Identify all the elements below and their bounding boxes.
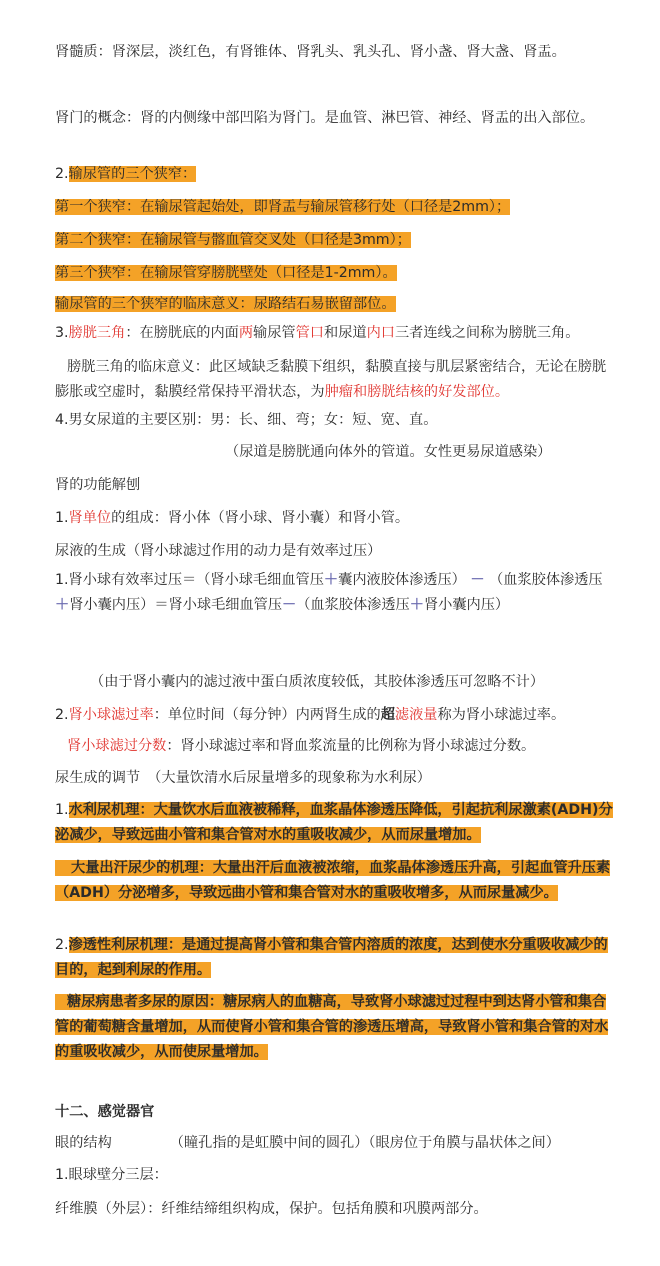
heading-text: 输尿管的三个狭窄： — [68, 166, 197, 182]
item-number: 3. — [55, 325, 69, 341]
minus-icon: － — [282, 597, 297, 613]
highlight-text: 第二个狭窄：在输尿管与髂血管交叉处（口径是3mm）； — [55, 232, 411, 248]
text-filtration-fraction — [67, 734, 627, 759]
text-osmotic-diuresis — [55, 933, 615, 983]
formula-part: 1.肾小球有效率过压＝（肾小球毛细血管压 — [55, 572, 324, 588]
highlight-text: 糖尿病患者多尿的原因：糖尿病人的血糖高，导致肾小球滤过过程中到达肾小管和集合管的葡萄糖含量增加，从而使肾小管和集合管的渗透压增高，导致肾小管和集合管的对水的重吸收减少，从而使尿量增加。 — [55, 994, 609, 1060]
formula-part: （血浆胶体渗透压 — [489, 572, 603, 588]
minus-icon: － — [470, 572, 485, 588]
text-renal-medulla: 肾髓质：肾深层，淡红色，有肾锥体、肾乳头、乳头孔、肾小盏、肾大盏、肾盂。 — [55, 44, 566, 60]
term-bladder-trigone: 膀胱三角 — [68, 325, 126, 341]
term-nephron: 肾单位 — [68, 510, 112, 526]
text-narrowing-significance — [55, 292, 615, 317]
text-third-narrowing — [55, 261, 615, 286]
plus-icon: ＋ — [409, 597, 424, 613]
text-urethra-note: （尿道是膀胱通向体外的管道。女性更易尿道感染） — [225, 444, 552, 460]
text-segment: 和尿道 — [324, 325, 367, 341]
text-renal-hilum: 肾门的概念：肾的内侧缘中部凹陷为肾门。是血管、淋巴管、神经、肾盂的出入部位。 — [55, 110, 595, 126]
plus-icon: ＋ — [55, 597, 70, 613]
highlight-text: 水利尿机理：大量饮水后血液被稀释，血浆晶体渗透压降低，引起抗利尿激素(ADH)分泌减少，导致远曲小管和集合管对水的重吸收减少，从而尿量增加。 — [55, 802, 613, 843]
item-number: 1. — [55, 510, 69, 526]
highlight-text: 第三个狭窄：在输尿管穿膀胱壁处（口径是1-2mm）。 — [55, 265, 397, 281]
term-orifice: 管口 — [295, 325, 324, 341]
text-urine-regulation: 尿生成的调节 （大量饮清水后尿量增多的现象称为水利尿） — [55, 770, 431, 786]
text-segment: 三者连线之间称为膀胱三角。 — [394, 325, 580, 341]
text-gfr — [55, 703, 615, 728]
text-urine-formation: 尿液的生成（肾小球滤过作用的动力是有效率过压） — [55, 543, 382, 559]
item-number: 2. — [55, 937, 69, 953]
text-sweating-oliguria — [55, 856, 615, 906]
formula-part: （血浆胶体渗透压 — [296, 597, 410, 613]
text-bladder-trigone — [55, 321, 615, 346]
term-gfr: 肾小球滤过率 — [68, 707, 154, 723]
text-nephron — [55, 506, 615, 531]
plus-icon: ＋ — [323, 572, 339, 588]
text-filtration-pressure-formula — [55, 568, 615, 618]
heading-ureter-narrowings — [55, 162, 615, 187]
term-filtration-fraction: 肾小球滤过分数 — [67, 738, 167, 754]
highlight-text: 第一个狭窄：在输尿管起始处，即肾盂与输尿管移行处（口径是2mm）； — [55, 199, 511, 215]
term-ultra: 超 — [380, 707, 395, 723]
text-diabetes-polyuria — [55, 990, 615, 1065]
text-segment: ：肾小球滤过率和肾血浆流量的比例称为肾小球滤过分数。 — [166, 738, 536, 754]
text-segment: （瞳孔指的是虹膜中间的圆孔） — [169, 1135, 369, 1151]
item-number: 1. — [55, 802, 69, 818]
term-two: 两 — [238, 325, 254, 341]
text-segment: （眼房位于角膜与晶状体之间） — [368, 1135, 560, 1151]
formula-part: 肾小囊内压）＝肾小球毛细血管压 — [69, 597, 283, 613]
highlight-text: 大量出汗尿少的机理：大量出汗后血液被浓缩，血浆晶体渗透压升高，引起血管升压素（ADH）分泌增多，导致远曲小管和集合管对水的重吸收增多，从而尿量减少。 — [55, 860, 611, 901]
text-urethra-differences: 4.男女尿道的主要区别：男：长、细、弯；女：短、宽、直。 — [55, 412, 438, 428]
highlight-text: 输尿管的三个狭窄的临床意义：尿路结石易嵌留部位。 — [55, 296, 396, 312]
heading-kidney-function: 肾的功能解刨 — [55, 477, 141, 493]
term-tumor-site: 肿瘤和膀胱结核的好发部位。 — [324, 384, 510, 400]
text-segment: 的组成：肾小体（肾小球、肾小囊）和肾小管。 — [111, 510, 410, 526]
text-second-narrowing — [55, 228, 615, 253]
text-eyeball-wall: 1.眼球壁分三层： — [55, 1167, 168, 1183]
text-segment: 膀胱三角的临床意义：此区域缺乏黏膜下组织，黏膜直接与肌层紧密结合，无论在膀胱膨胀或空虚时，黏膜经常保持平滑状态，为 — [55, 359, 607, 400]
highlight-text: 渗透性利尿机理：是通过提高肾小管和集合管内溶质的浓度，达到使水分重吸收减少的目的，起到利尿的作用。 — [55, 937, 608, 978]
text-segment: 眼的结构 — [55, 1135, 112, 1151]
term-internal-orifice: 内口 — [366, 325, 395, 341]
formula-part: 囊内液胶体渗透压） — [338, 572, 466, 588]
text-trigone-significance — [55, 355, 615, 405]
text-colloid-note: （由于肾小囊内的滤过液中蛋白质浓度较低，其胶体渗透压可忽略不计） — [90, 674, 545, 690]
text-first-narrowing — [55, 195, 615, 220]
text-segment: ：在膀胱底的内面 — [125, 325, 239, 341]
text-segment: 输尿管 — [253, 325, 296, 341]
text-segment: ：单位时间（每分钟）内两肾生成的 — [153, 707, 381, 723]
term-filtrate-volume: 滤液量 — [394, 707, 438, 723]
heading-number: 2. — [55, 166, 69, 182]
text-segment: 称为肾小球滤过率。 — [437, 707, 566, 723]
heading-sensory-organs: 十二、感觉器官 — [55, 1104, 155, 1120]
formula-part: 肾小囊内压） — [423, 597, 510, 613]
text-eye-structure — [55, 1131, 615, 1156]
text-fibrous-tunic: 纤维膜（外层）：纤维结缔组织构成，保护。包括角膜和巩膜两部分。 — [55, 1201, 488, 1217]
text-water-diuresis — [55, 798, 615, 848]
item-number: 2. — [55, 707, 69, 723]
